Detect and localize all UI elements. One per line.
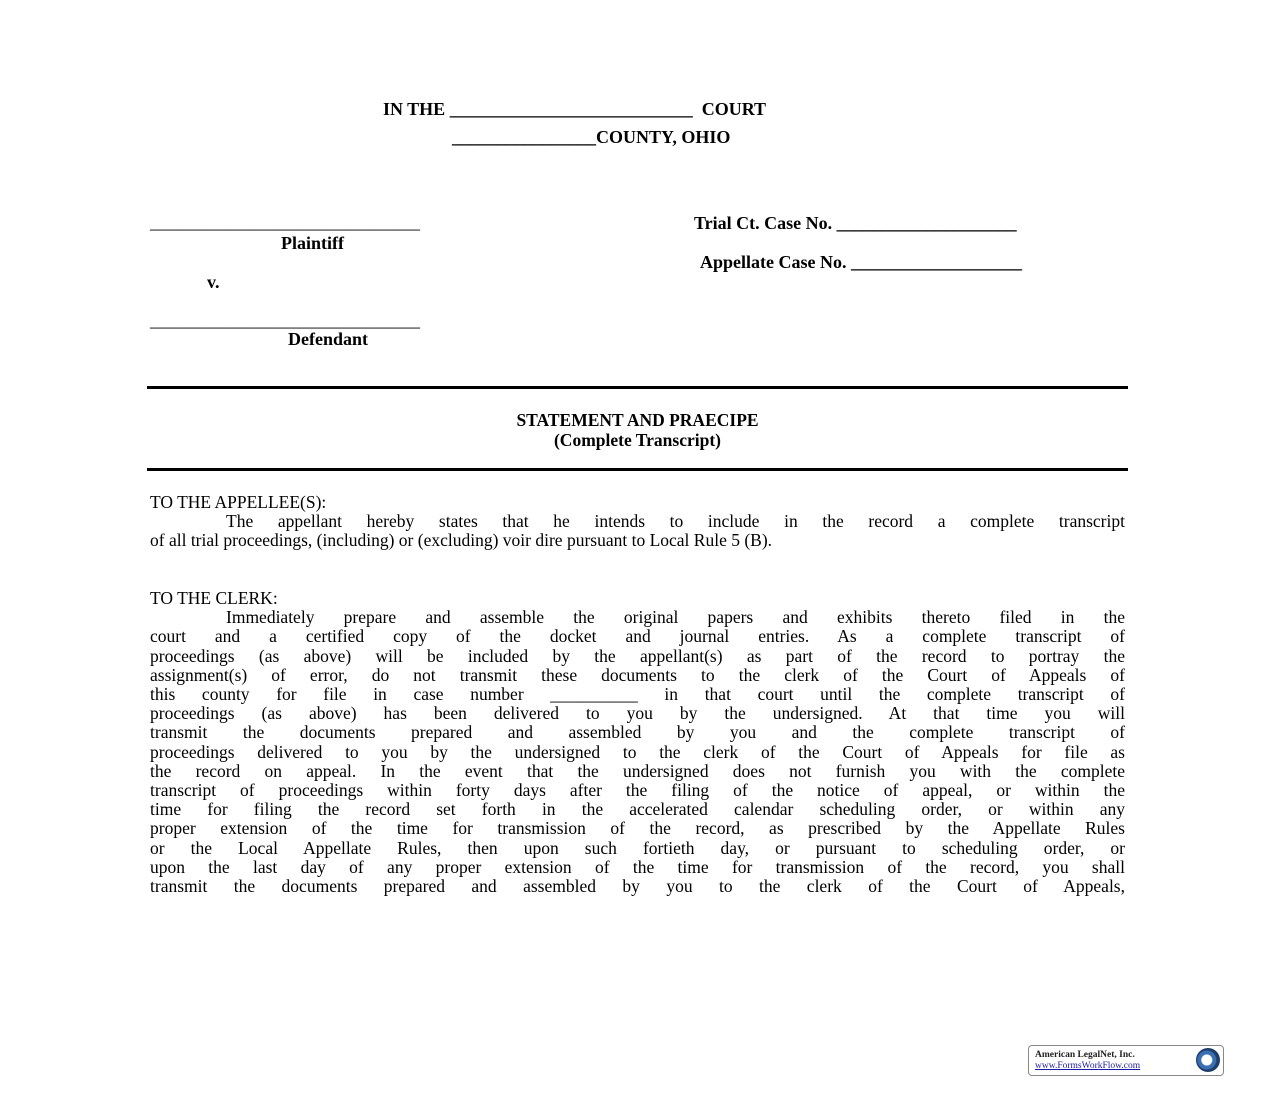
bottom-divider: [147, 468, 1128, 471]
versus-label: v.: [207, 272, 220, 292]
clerk-line: time for filing the record set forth in the accelerated calendar scheduling order, or within any: [150, 799, 1125, 820]
clerk-section: [150, 589, 1125, 896]
clerk-line: transcript of proceedings within forty days after the filing of the notice of appeal, or within the: [150, 780, 1125, 801]
clerk-line: proper extension of the time for transmission of the record, as prescribed by the Appellate Rules: [150, 818, 1125, 839]
plaintiff-blank: ______________________________: [150, 212, 420, 232]
title-sub: (Complete Transcript): [553, 430, 722, 450]
county-line: ________________COUNTY, OHIO: [452, 127, 731, 147]
appellate-case-number: Appellate Case No. ___________________: [700, 252, 1022, 272]
clerk-line: upon the last day of any proper extension of the time for transmission of the record, you shall: [150, 856, 1125, 877]
clerk-line: assignment(s) of error, do not transmit these documents to the clerk of the Court of Appeals of: [150, 664, 1125, 685]
clerk-line: proceedings (as above) will be included by the appellant(s) as part of the record to portray the: [150, 645, 1125, 666]
appellee-line: of all trial proceedings, (including) or (excluding) voir dire pursuant to Local Rule 5 (B).: [150, 530, 773, 551]
defendant-label: Defendant: [288, 329, 368, 349]
trial-case-number: Trial Ct. Case No. ____________________: [694, 213, 1017, 233]
top-divider: [147, 386, 1128, 389]
clerk-line: transmit the documents prepared and assembled by you to the clerk of the Court of Appeals,: [150, 876, 1125, 897]
clerk-line: the record on appeal. In the event that the undersigned does not furnish you with the complete: [150, 760, 1125, 781]
clerk-line: or the Local Appellate Rules, then upon such fortieth day, or pursuant to scheduling order, or: [150, 837, 1125, 858]
plaintiff-label: Plaintiff: [281, 233, 344, 253]
appellee-heading: TO THE APPELLEE(S):: [150, 492, 327, 512]
appellee-line: The appellant hereby states that he intends to include in the record a complete transcript: [226, 511, 1125, 532]
clerk-line: court and a certified copy of the docket and journal entries. As a complete transcript of: [150, 626, 1125, 647]
globe-logo-icon: [1196, 1048, 1220, 1072]
appellee-section: [150, 493, 1125, 551]
clerk-line: transmit the documents prepared and assembled by you and the complete transcript of: [150, 722, 1125, 743]
badge-url-link[interactable]: www.FormsWorkFlow.com: [1035, 1061, 1141, 1071]
clerk-line: this county for file in case number __________ in that court until the complete transcript of: [150, 684, 1125, 705]
clerk-line: Immediately prepare and assemble the original papers and exhibits thereto filed in the: [226, 607, 1125, 628]
document-title: [147, 410, 1128, 450]
clerk-heading: TO THE CLERK:: [150, 588, 278, 608]
court-name-line: IN THE ___________________________ COURT: [383, 99, 767, 119]
title-main: STATEMENT AND PRAECIPE: [516, 410, 759, 430]
badge-company: American LegalNet, Inc.: [1035, 1050, 1135, 1060]
clerk-line: proceedings (as above) has been delivered to you by the undersigned. At that time you will: [150, 703, 1125, 724]
american-legalnet-badge[interactable]: [1028, 1045, 1224, 1076]
defendant-blank: ______________________________: [150, 310, 420, 330]
clerk-line: proceedings delivered to you by the undersigned to the clerk of the Court of Appeals for file as: [150, 741, 1125, 762]
